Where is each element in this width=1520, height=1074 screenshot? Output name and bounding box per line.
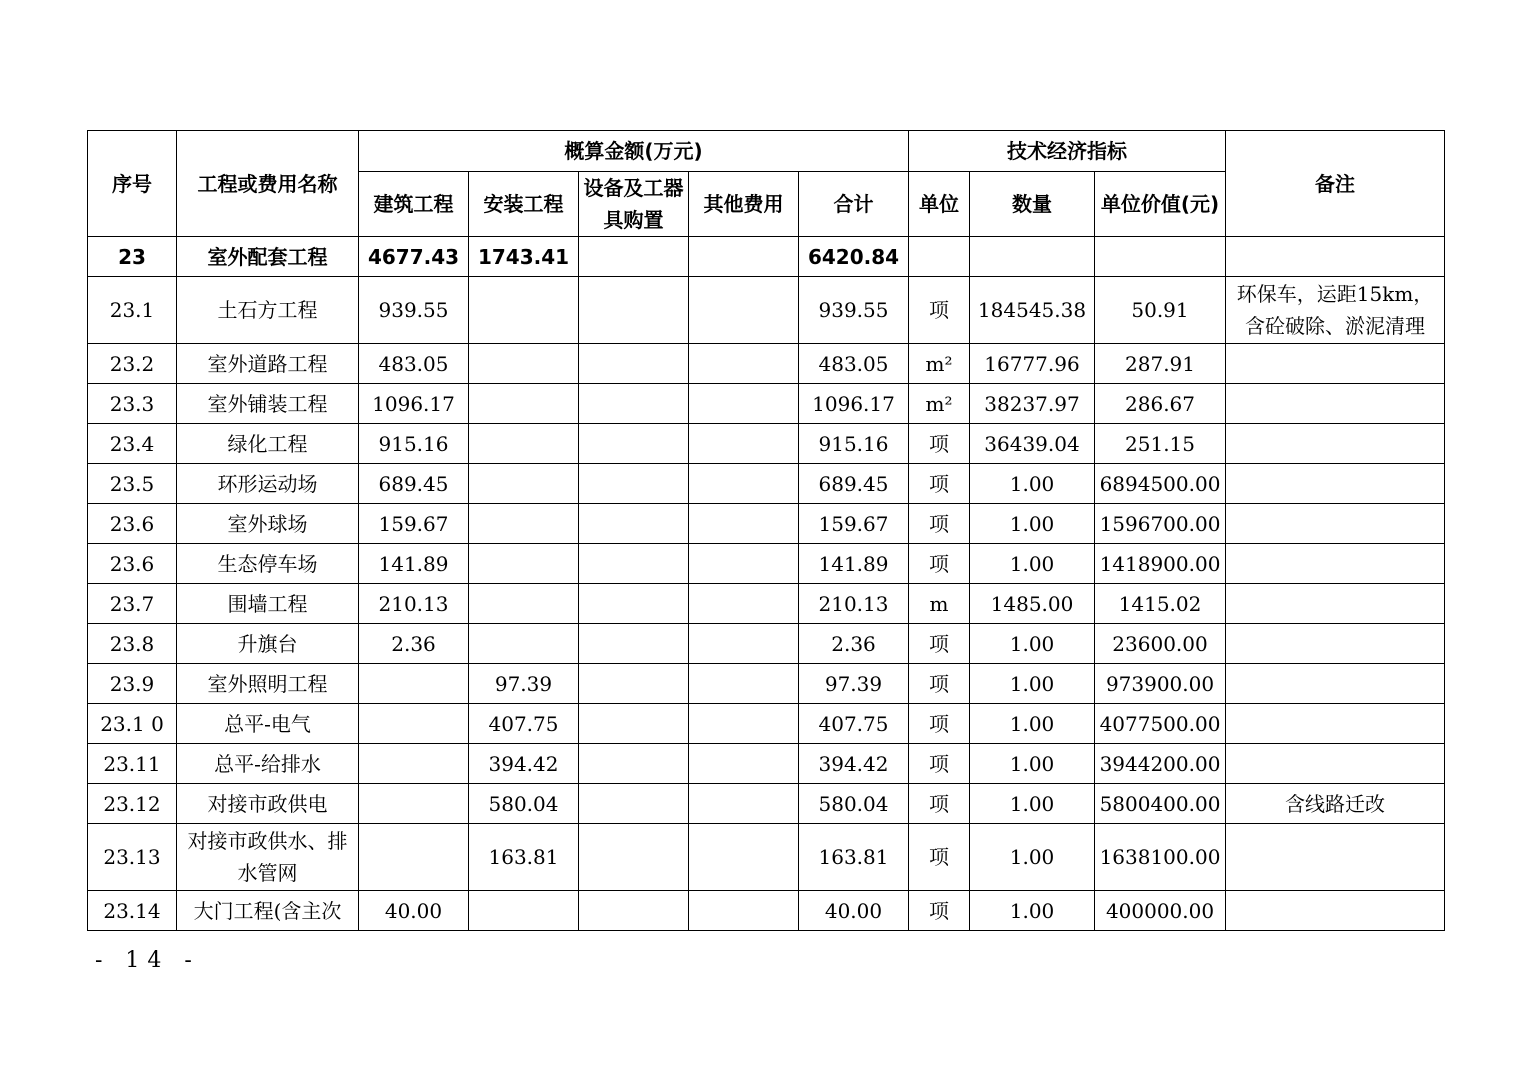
unit-value-cell: 1415.02 bbox=[1095, 584, 1226, 624]
total-cell: 97.39 bbox=[799, 664, 909, 704]
remark-cell bbox=[1226, 891, 1445, 931]
table-row bbox=[88, 584, 1445, 624]
unit-value-cell: 286.67 bbox=[1095, 384, 1226, 424]
total-cell: 915.16 bbox=[799, 424, 909, 464]
seq-cell: 23.6 bbox=[88, 504, 177, 544]
name-cell: 对接市政供电 bbox=[177, 784, 359, 824]
seq-cell: 23.3 bbox=[88, 384, 177, 424]
unit-value-cell: 287.91 bbox=[1095, 344, 1226, 384]
unit-cell: 项 bbox=[909, 744, 970, 784]
quantity-cell: 184545.38 bbox=[970, 277, 1095, 344]
header-install: 安装工程 bbox=[469, 172, 579, 237]
equipment-cell bbox=[579, 504, 689, 544]
unit-value-cell: 50.91 bbox=[1095, 277, 1226, 344]
name-cell: 绿化工程 bbox=[177, 424, 359, 464]
equipment-cell bbox=[579, 384, 689, 424]
unit-cell: 项 bbox=[909, 704, 970, 744]
name-cell: 室外配套工程 bbox=[177, 237, 359, 277]
unit-cell bbox=[909, 237, 970, 277]
seq-cell: 23.7 bbox=[88, 584, 177, 624]
building-cell: 939.55 bbox=[359, 277, 469, 344]
table-row bbox=[88, 237, 1445, 277]
unit-value-cell: 251.15 bbox=[1095, 424, 1226, 464]
total-cell: 580.04 bbox=[799, 784, 909, 824]
unit-cell: 项 bbox=[909, 504, 970, 544]
install-cell: 163.81 bbox=[469, 824, 579, 891]
unit-cell: m² bbox=[909, 384, 970, 424]
install-cell: 407.75 bbox=[469, 704, 579, 744]
remark-cell bbox=[1226, 424, 1445, 464]
install-cell bbox=[469, 384, 579, 424]
header-equipment: 设备及工器具购置 bbox=[579, 172, 689, 237]
other-cell bbox=[689, 664, 799, 704]
seq-cell: 23.14 bbox=[88, 891, 177, 931]
unit-cell: 项 bbox=[909, 824, 970, 891]
install-cell bbox=[469, 624, 579, 664]
equipment-cell bbox=[579, 824, 689, 891]
total-cell: 6420.84 bbox=[799, 237, 909, 277]
other-cell bbox=[689, 237, 799, 277]
building-cell: 4677.43 bbox=[359, 237, 469, 277]
building-cell bbox=[359, 744, 469, 784]
quantity-cell: 1.00 bbox=[970, 891, 1095, 931]
other-cell bbox=[689, 744, 799, 784]
building-cell: 483.05 bbox=[359, 344, 469, 384]
seq-cell: 23.4 bbox=[88, 424, 177, 464]
unit-cell: 项 bbox=[909, 624, 970, 664]
header-budget-group: 概算金额(万元) bbox=[359, 131, 909, 172]
other-cell bbox=[689, 891, 799, 931]
quantity-cell: 1.00 bbox=[970, 704, 1095, 744]
quantity-cell: 36439.04 bbox=[970, 424, 1095, 464]
equipment-cell bbox=[579, 664, 689, 704]
other-cell bbox=[689, 464, 799, 504]
name-cell: 升旗台 bbox=[177, 624, 359, 664]
table-row bbox=[88, 277, 1445, 344]
remark-cell bbox=[1226, 664, 1445, 704]
seq-cell: 23.12 bbox=[88, 784, 177, 824]
other-cell bbox=[689, 784, 799, 824]
unit-cell: m bbox=[909, 584, 970, 624]
total-cell: 939.55 bbox=[799, 277, 909, 344]
total-cell: 483.05 bbox=[799, 344, 909, 384]
header-remark: 备注 bbox=[1226, 131, 1445, 237]
unit-cell: 项 bbox=[909, 891, 970, 931]
equipment-cell bbox=[579, 891, 689, 931]
unit-value-cell: 6894500.00 bbox=[1095, 464, 1226, 504]
seq-cell: 23 bbox=[88, 237, 177, 277]
install-cell: 97.39 bbox=[469, 664, 579, 704]
table-row bbox=[88, 424, 1445, 464]
building-cell: 141.89 bbox=[359, 544, 469, 584]
header-name: 工程或费用名称 bbox=[177, 131, 359, 237]
table-body bbox=[88, 237, 1445, 931]
remark-cell bbox=[1226, 704, 1445, 744]
other-cell bbox=[689, 504, 799, 544]
unit-value-cell: 4077500.00 bbox=[1095, 704, 1226, 744]
remark-cell bbox=[1226, 504, 1445, 544]
table-row bbox=[88, 504, 1445, 544]
table-row bbox=[88, 744, 1445, 784]
equipment-cell bbox=[579, 744, 689, 784]
quantity-cell: 1.00 bbox=[970, 784, 1095, 824]
header-building: 建筑工程 bbox=[359, 172, 469, 237]
equipment-cell bbox=[579, 704, 689, 744]
unit-value-cell bbox=[1095, 237, 1226, 277]
other-cell bbox=[689, 424, 799, 464]
other-cell bbox=[689, 384, 799, 424]
seq-cell: 23.5 bbox=[88, 464, 177, 504]
equipment-cell bbox=[579, 544, 689, 584]
remark-cell bbox=[1226, 624, 1445, 664]
building-cell: 915.16 bbox=[359, 424, 469, 464]
other-cell bbox=[689, 584, 799, 624]
header-total: 合计 bbox=[799, 172, 909, 237]
unit-cell: 项 bbox=[909, 664, 970, 704]
name-cell: 围墙工程 bbox=[177, 584, 359, 624]
total-cell: 163.81 bbox=[799, 824, 909, 891]
seq-cell: 23.11 bbox=[88, 744, 177, 784]
equipment-cell bbox=[579, 237, 689, 277]
install-cell bbox=[469, 277, 579, 344]
quantity-cell: 1.00 bbox=[970, 624, 1095, 664]
total-cell: 689.45 bbox=[799, 464, 909, 504]
building-cell bbox=[359, 664, 469, 704]
total-cell: 1096.17 bbox=[799, 384, 909, 424]
total-cell: 40.00 bbox=[799, 891, 909, 931]
quantity-cell: 16777.96 bbox=[970, 344, 1095, 384]
name-cell: 环形运动场 bbox=[177, 464, 359, 504]
remark-cell bbox=[1226, 584, 1445, 624]
seq-cell: 23.6 bbox=[88, 544, 177, 584]
quantity-cell bbox=[970, 237, 1095, 277]
total-cell: 210.13 bbox=[799, 584, 909, 624]
unit-value-cell: 1418900.00 bbox=[1095, 544, 1226, 584]
seq-cell: 23.9 bbox=[88, 664, 177, 704]
unit-value-cell: 1596700.00 bbox=[1095, 504, 1226, 544]
unit-cell: m² bbox=[909, 344, 970, 384]
quantity-cell: 1.00 bbox=[970, 664, 1095, 704]
building-cell: 1096.17 bbox=[359, 384, 469, 424]
unit-value-cell: 400000.00 bbox=[1095, 891, 1226, 931]
budget-table bbox=[87, 130, 1445, 931]
table-row bbox=[88, 624, 1445, 664]
install-cell: 580.04 bbox=[469, 784, 579, 824]
quantity-cell: 1.00 bbox=[970, 504, 1095, 544]
total-cell: 159.67 bbox=[799, 504, 909, 544]
header-row-top bbox=[88, 131, 1445, 172]
building-cell: 689.45 bbox=[359, 464, 469, 504]
quantity-cell: 1.00 bbox=[970, 824, 1095, 891]
equipment-cell bbox=[579, 277, 689, 344]
name-cell: 室外照明工程 bbox=[177, 664, 359, 704]
remark-cell bbox=[1226, 824, 1445, 891]
building-cell: 159.67 bbox=[359, 504, 469, 544]
building-cell bbox=[359, 824, 469, 891]
install-cell bbox=[469, 584, 579, 624]
total-cell: 2.36 bbox=[799, 624, 909, 664]
install-cell bbox=[469, 464, 579, 504]
table-row bbox=[88, 891, 1445, 931]
total-cell: 394.42 bbox=[799, 744, 909, 784]
name-cell: 室外铺装工程 bbox=[177, 384, 359, 424]
equipment-cell bbox=[579, 784, 689, 824]
building-cell: 40.00 bbox=[359, 891, 469, 931]
seq-cell: 23.8 bbox=[88, 624, 177, 664]
name-cell: 土石方工程 bbox=[177, 277, 359, 344]
unit-cell: 项 bbox=[909, 277, 970, 344]
equipment-cell bbox=[579, 464, 689, 504]
table-row bbox=[88, 344, 1445, 384]
other-cell bbox=[689, 344, 799, 384]
name-cell: 大门工程(含主次 bbox=[177, 891, 359, 931]
quantity-cell: 1.00 bbox=[970, 744, 1095, 784]
other-cell bbox=[689, 277, 799, 344]
equipment-cell bbox=[579, 424, 689, 464]
unit-cell: 项 bbox=[909, 424, 970, 464]
name-cell: 室外道路工程 bbox=[177, 344, 359, 384]
name-cell: 总平-给排水 bbox=[177, 744, 359, 784]
table-row bbox=[88, 384, 1445, 424]
remark-cell: 含线路迁改 bbox=[1226, 784, 1445, 824]
table-row bbox=[88, 544, 1445, 584]
other-cell bbox=[689, 704, 799, 744]
seq-cell: 23.2 bbox=[88, 344, 177, 384]
install-cell bbox=[469, 344, 579, 384]
install-cell bbox=[469, 544, 579, 584]
other-cell bbox=[689, 624, 799, 664]
unit-value-cell: 1638100.00 bbox=[1095, 824, 1226, 891]
header-other: 其他费用 bbox=[689, 172, 799, 237]
remark-cell: 环保车，运距15km，含砼破除、淤泥清理 bbox=[1226, 277, 1445, 344]
other-cell bbox=[689, 824, 799, 891]
unit-value-cell: 5800400.00 bbox=[1095, 784, 1226, 824]
name-cell: 生态停车场 bbox=[177, 544, 359, 584]
quantity-cell: 1485.00 bbox=[970, 584, 1095, 624]
header-unit-value: 单位价值(元) bbox=[1095, 172, 1226, 237]
table-row bbox=[88, 784, 1445, 824]
header-tech-group: 技术经济指标 bbox=[909, 131, 1226, 172]
unit-cell: 项 bbox=[909, 464, 970, 504]
building-cell: 2.36 bbox=[359, 624, 469, 664]
total-cell: 141.89 bbox=[799, 544, 909, 584]
install-cell bbox=[469, 424, 579, 464]
quantity-cell: 1.00 bbox=[970, 464, 1095, 504]
remark-cell bbox=[1226, 464, 1445, 504]
page-number: - 14 - bbox=[95, 948, 200, 973]
other-cell bbox=[689, 544, 799, 584]
remark-cell bbox=[1226, 237, 1445, 277]
name-cell: 室外球场 bbox=[177, 504, 359, 544]
building-cell bbox=[359, 704, 469, 744]
name-cell: 对接市政供水、排水管网 bbox=[177, 824, 359, 891]
unit-cell: 项 bbox=[909, 544, 970, 584]
unit-value-cell: 973900.00 bbox=[1095, 664, 1226, 704]
remark-cell bbox=[1226, 384, 1445, 424]
install-cell: 1743.41 bbox=[469, 237, 579, 277]
header-quantity: 数量 bbox=[970, 172, 1095, 237]
header-unit: 单位 bbox=[909, 172, 970, 237]
remark-cell bbox=[1226, 344, 1445, 384]
equipment-cell bbox=[579, 344, 689, 384]
equipment-cell bbox=[579, 584, 689, 624]
install-cell bbox=[469, 891, 579, 931]
building-cell bbox=[359, 784, 469, 824]
remark-cell bbox=[1226, 744, 1445, 784]
total-cell: 407.75 bbox=[799, 704, 909, 744]
unit-value-cell: 23600.00 bbox=[1095, 624, 1226, 664]
quantity-cell: 38237.97 bbox=[970, 384, 1095, 424]
table-row bbox=[88, 664, 1445, 704]
table-row bbox=[88, 464, 1445, 504]
seq-cell: 23.1 0 bbox=[88, 704, 177, 744]
install-cell bbox=[469, 504, 579, 544]
unit-cell: 项 bbox=[909, 784, 970, 824]
header-seq: 序号 bbox=[88, 131, 177, 237]
table-row bbox=[88, 824, 1445, 891]
install-cell: 394.42 bbox=[469, 744, 579, 784]
name-cell: 总平-电气 bbox=[177, 704, 359, 744]
seq-cell: 23.1 bbox=[88, 277, 177, 344]
quantity-cell: 1.00 bbox=[970, 544, 1095, 584]
remark-cell bbox=[1226, 544, 1445, 584]
equipment-cell bbox=[579, 624, 689, 664]
seq-cell: 23.13 bbox=[88, 824, 177, 891]
building-cell: 210.13 bbox=[359, 584, 469, 624]
table-row bbox=[88, 704, 1445, 744]
unit-value-cell: 3944200.00 bbox=[1095, 744, 1226, 784]
